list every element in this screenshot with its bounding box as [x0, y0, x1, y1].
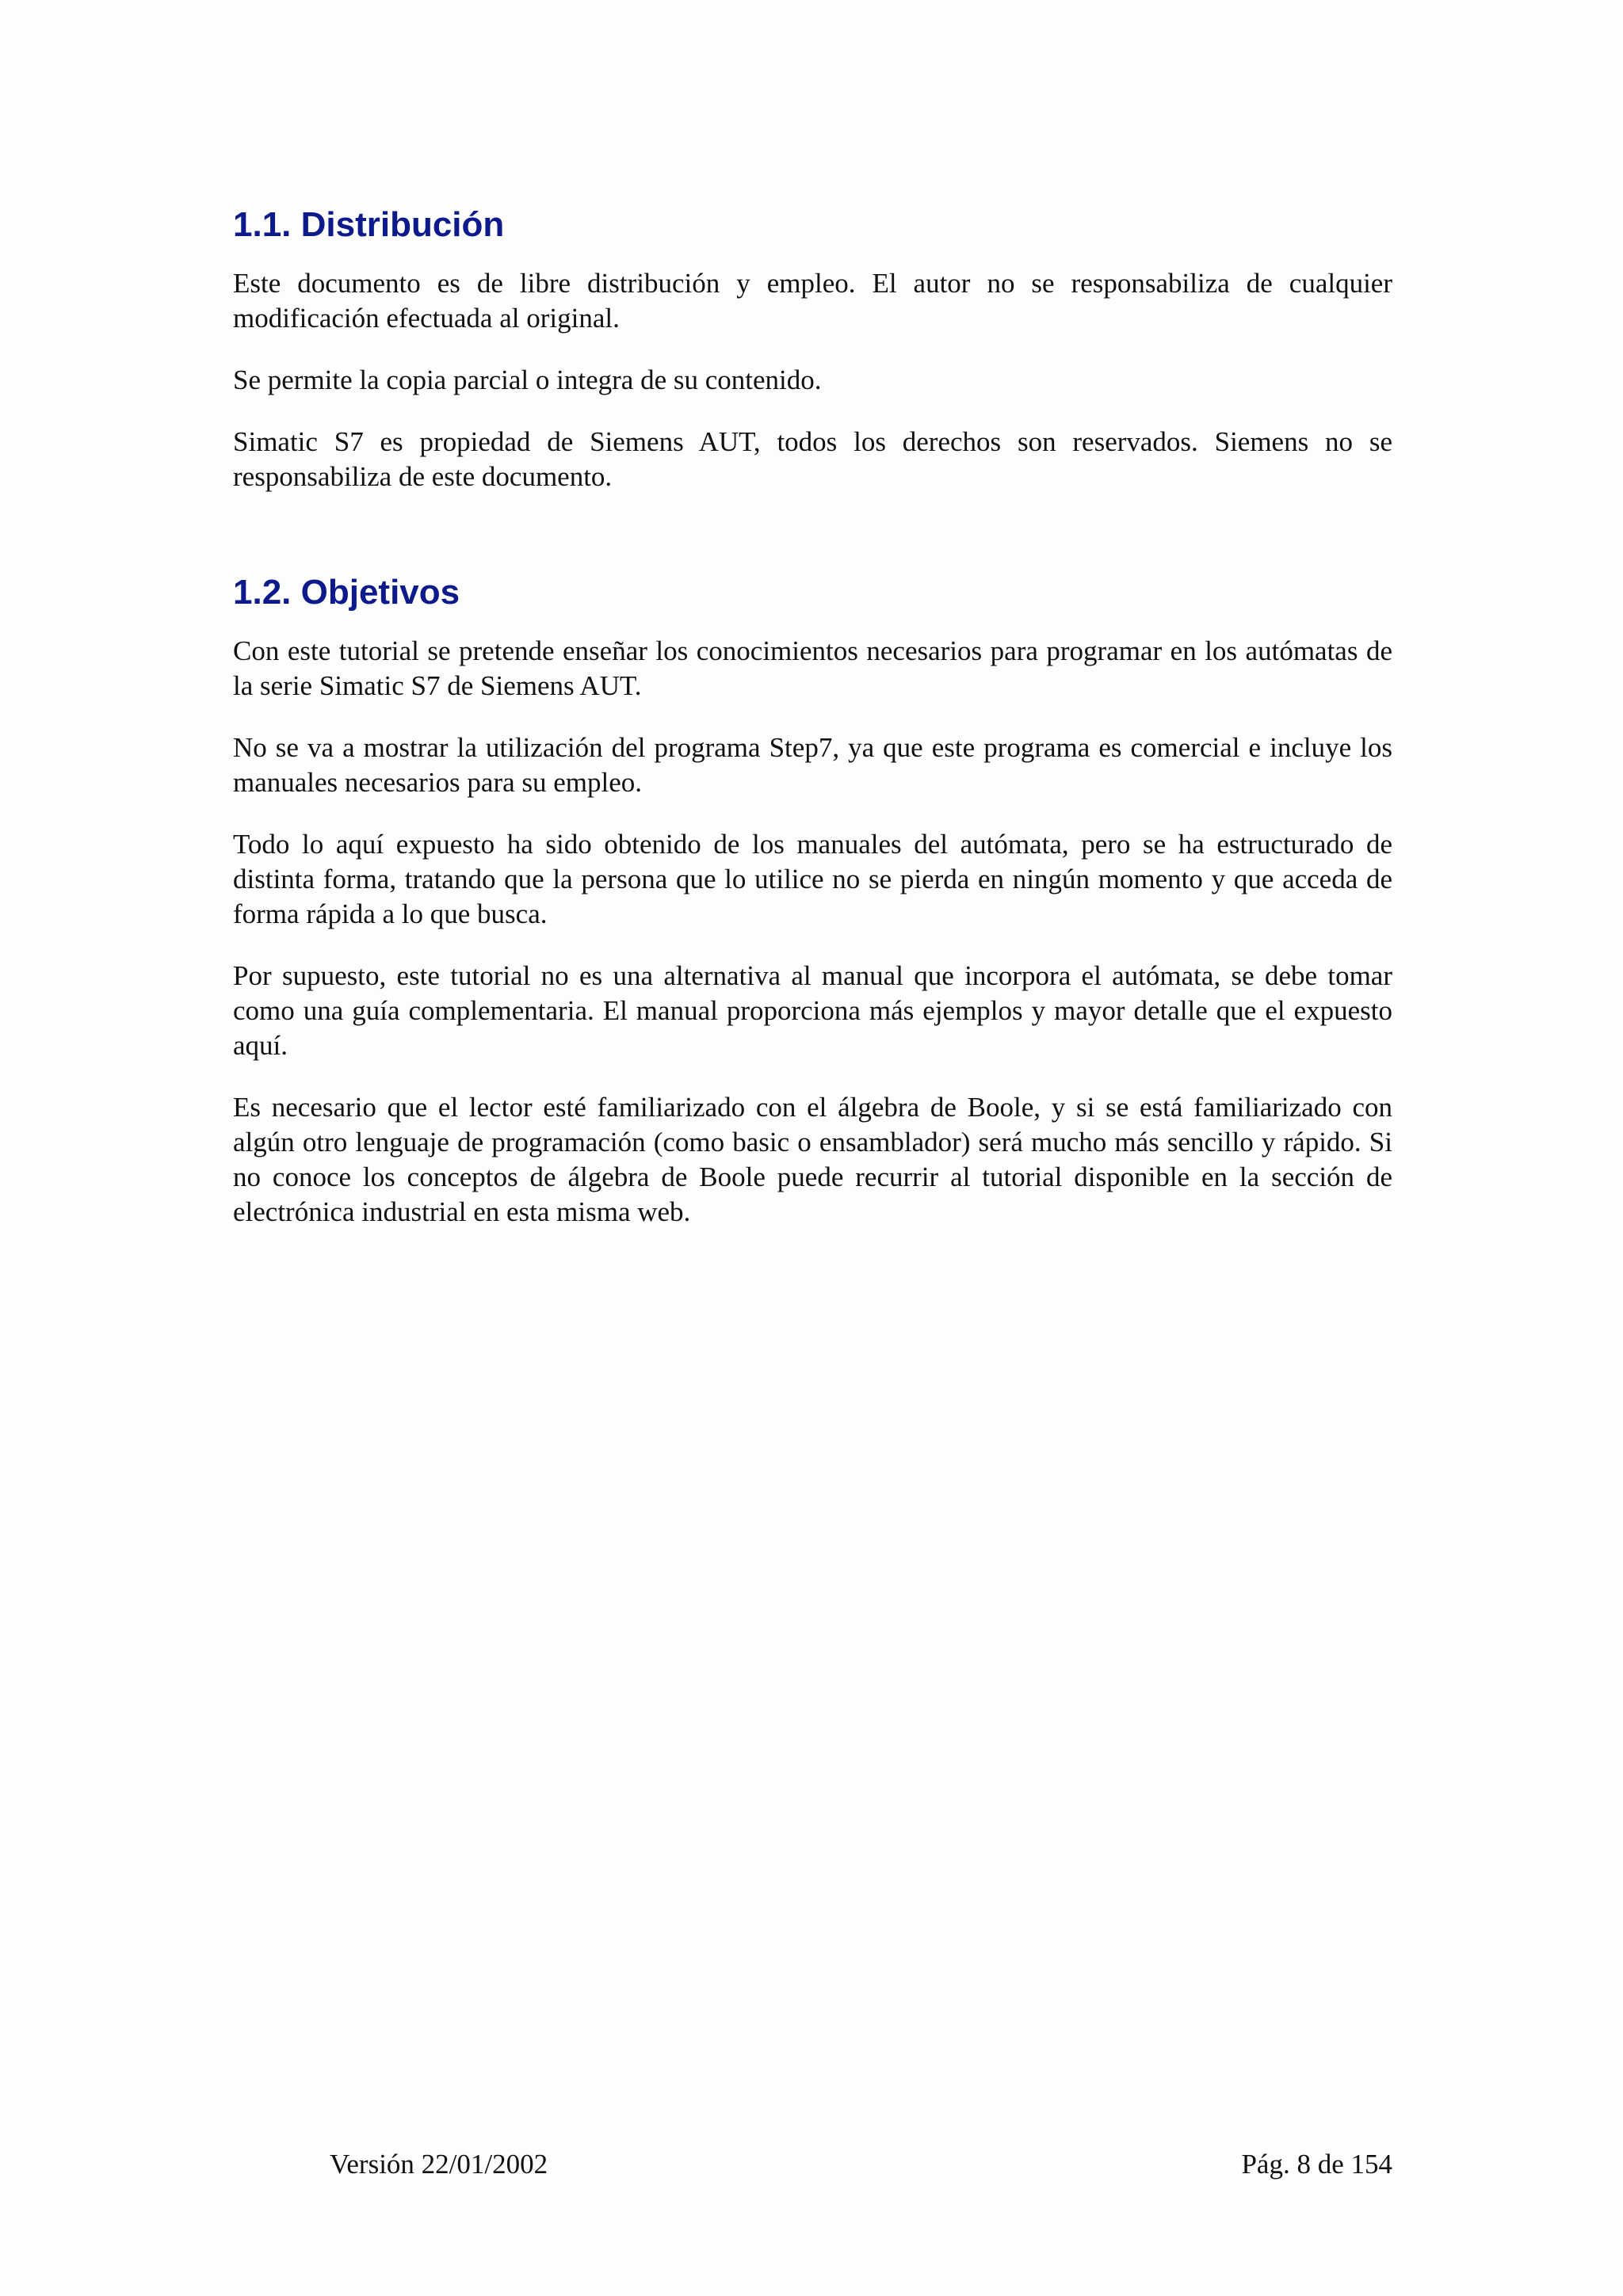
section-title-distribucion: 1.1. Distribución [233, 205, 505, 244]
paragraph: No se va a mostrar la utilización del programa Step7, ya que este programa es comercial e incluye los manuales necesarios para su empleo. [233, 732, 1392, 798]
paragraph: Por supuesto, este tutorial no es una alternativa al manual que incorpora el autómata, se debe tomar como una guía complementaria. El manual proporciona más ejemplos y mayor detalle que el expuesto aquí. [233, 960, 1392, 1061]
paragraph: Es necesario que el lector esté familiarizado con el álgebra de Boole, y si se está familiarizado con algún otro lenguaje de programación (como basic o ensamblador) será mucho más sencillo y rápido. Si no conoce los conceptos de álgebra de Boole puede recurrir al tutorial disponible en la sección de electrónica industrial en esta misma web. [233, 1092, 1392, 1227]
paragraph: Todo lo aquí expuesto ha sido obtenido de los manuales del autómata, pero se ha estructurado de distinta forma, tratando que la persona que lo utilice no se pierda en ningún momento y que acceda de forma rápida a lo que busca. [233, 829, 1392, 929]
section-title-objetivos: 1.2. Objetivos [233, 573, 460, 612]
footer-page-number: Pág. 8 de 154 [1241, 2149, 1392, 2180]
paragraph: Este documento es de libre distribución y empleo. El autor no se responsabiliza de cualquier modificación efectuada al original. [233, 268, 1392, 334]
paragraph: Se permite la copia parcial o integra de su contenido. [233, 364, 822, 395]
page-content [233, 203, 1392, 1230]
paragraph: Con este tutorial se pretende enseñar los conocimientos necesarios para programar en los autómatas de la serie Simatic S7 de Siemens AUT. [233, 635, 1392, 701]
paragraph: Simatic S7 es propiedad de Siemens AUT, todos los derechos son reservados. Siemens no se responsabiliza de este documento. [233, 426, 1392, 492]
footer-version: Versión 22/01/2002 [330, 2149, 548, 2180]
